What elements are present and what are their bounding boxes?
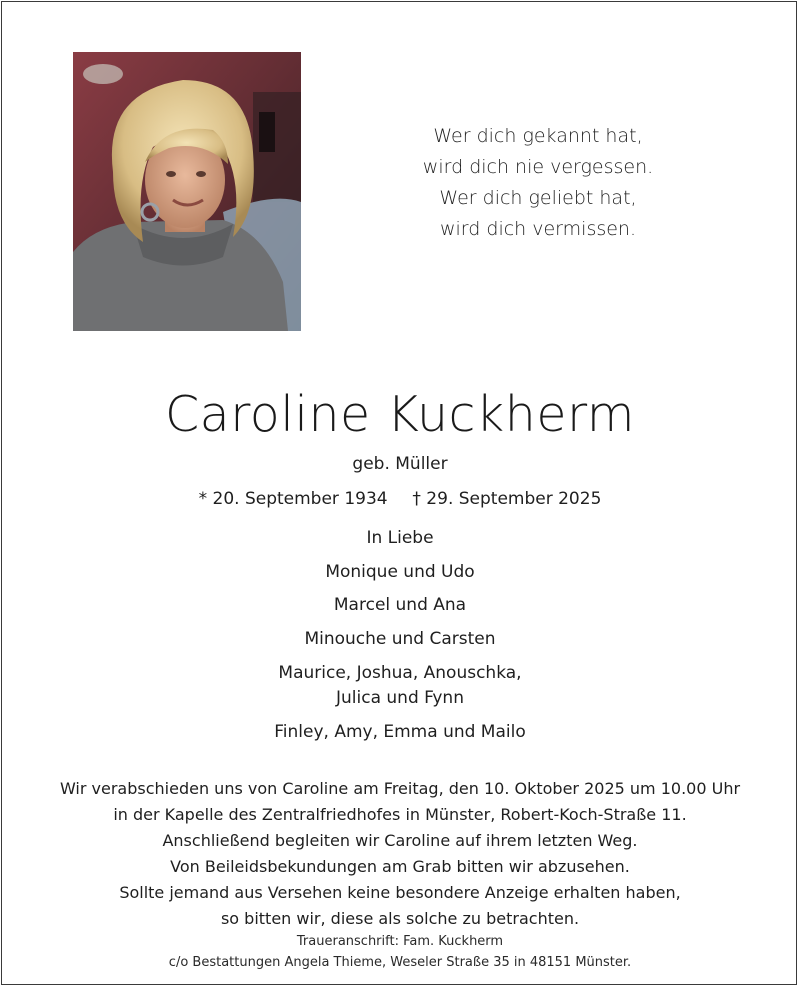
poem-line: Wer dich gekannt hat, [433,125,643,147]
portrait-illustration [73,52,301,331]
mourner-group: Minouche und Carsten [304,629,496,649]
mourners-intro: In Liebe [366,528,434,548]
mourning-address [0,931,800,973]
maiden-name: geb. Müller [352,454,448,474]
notice-line: in der Kapelle des Zentralfriedhofes in Münster, Robert-Koch-Straße 11. [113,805,687,824]
notice-line: so bitten wir, diese als solche zu betrachten. [220,909,580,928]
notice-line: Von Beileidsbekundungen am Grab bitten wir abzusehen. [170,857,630,876]
portrait-photo [73,52,301,331]
poem-line: wird dich nie vergessen. [422,156,654,178]
poem-line: wird dich vermissen. [439,218,637,240]
death-date: † 29. September 2025 [412,489,602,509]
mourner-group: Finley, Amy, Emma und Mailo [274,722,526,742]
mourner-group: Marcel und Ana [333,595,467,615]
address-line: c/o Bestattungen Angela Thieme, Weseler Straße 35 in 48151 Münster. [168,955,632,970]
mourner-group-line: Julica und Fynn [336,688,464,708]
memorial-poem [388,121,688,245]
notice-line: Wir verabschieden uns von Caroline am Freitag, den 10. Oktober 2025 um 10.00 Uhr [59,779,741,798]
birth-date: * 20. September 1934 [198,489,388,509]
deceased-name: Caroline Kuckherm [164,386,636,443]
poem-line: Wer dich geliebt hat, [439,187,637,209]
notice-line: Anschließend begleiten wir Caroline auf ihrem letzten Weg. [162,831,638,850]
notice-line: Sollte jemand aus Versehen keine besondere Anzeige erhalten haben, [119,883,681,902]
life-dates [0,489,800,509]
mourner-group: Monique und Udo [325,562,475,582]
address-line: Traueranschrift: Fam. Kuckherm [296,934,504,949]
funeral-notice [0,776,800,932]
mourner-group-line: Maurice, Joshua, Anouschka, [278,663,522,683]
